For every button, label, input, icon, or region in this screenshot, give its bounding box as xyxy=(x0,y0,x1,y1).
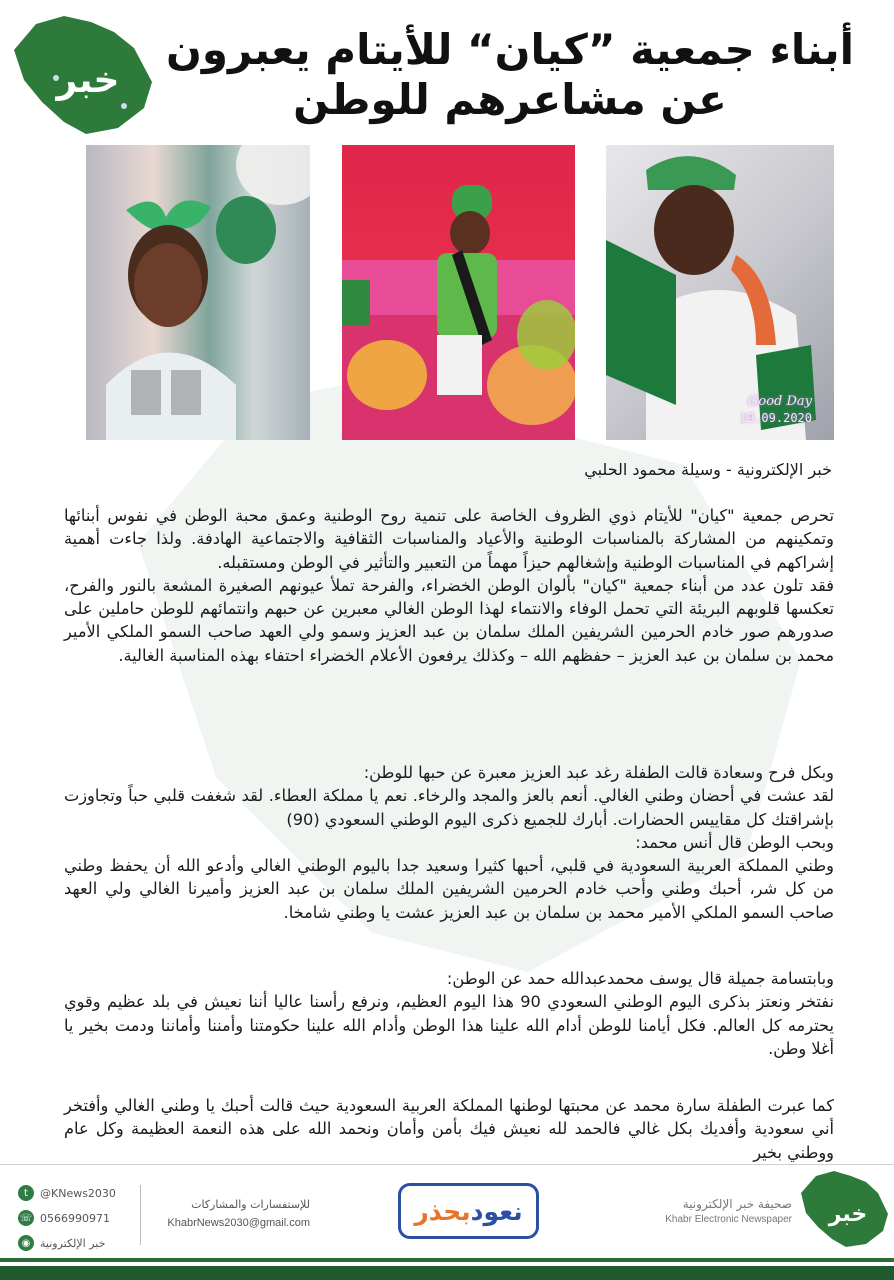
article-body-section-3 xyxy=(64,967,834,1060)
article-body-section-1 xyxy=(64,504,834,667)
stamp-text: Good Day xyxy=(747,394,812,409)
twitter-row[interactable] xyxy=(18,1182,116,1204)
photo-toddler-sash xyxy=(342,145,575,440)
badge-part-1: نعود xyxy=(470,1196,523,1226)
paragraph: وبكل فرح وسعادة قالت الطفلة رغد عبد العزيز معبرة عن حبها للوطن: xyxy=(363,763,834,782)
paragraph: فقد تلون عدد من أبناء جمعية "كيان" بألوان الوطن الخضراء، والفرحة تملأ عيونهم الصغيرة المشعة بالنور والفرح، تعكسها قلوبهم البريئة التي تحمل الوفاء والانتماء لهذا الوطن الغالي معبرين عن حبهم وانتمائهم للوطن حاملين على صدورهم صور خادم الحرمين الشريفين الملك سلمان بن عبد العزيز وسمو ولي العهد صاحب السمو الملكي الأمير محمد بن سلمان بن عبد العزيز – حفظهم الله – وكذلك يرفعون الأعلام الخضراء احتفاء بهذه المناسبة الغالية. xyxy=(64,575,834,665)
khabr-logo-footer xyxy=(796,1168,890,1248)
contact-email[interactable]: KhabrNews2030@gmail.com xyxy=(167,1217,310,1229)
footer-bar-top xyxy=(0,1258,894,1262)
paragraph: كما عبرت الطفلة سارة محمد عن محبتها لوطنها المملكة العربية السعودية حيث قالت أحبك يا وطني الغالي وأفتخر أني سعودية وأفديك بكل غالي فالحمد لله نعيش فيك بأمن وأمان ونحمد الله على هذه النعمة العظيمة وكل عام ووطني بخير xyxy=(64,1096,834,1162)
paragraph: لقد عشت في أحضان وطني الغالي. أنعم بالعز والمجد والرخاء. نعم يا مملكة العطاء. لقد شغفت قلبي حباً وتجاوزت بإشراقتك كل مقاييس الحضارات. أبارك للجميع ذكرى اليوم الوطني السعودي (90) xyxy=(64,786,834,829)
title-line-2: عن مشاعرهم للوطن xyxy=(293,75,727,124)
paragraph: وبحب الوطن قال أنس محمد: xyxy=(635,832,834,852)
campaign-badge xyxy=(398,1183,539,1239)
snapchat-icon: ◉ xyxy=(18,1235,34,1251)
article-body-section-4 xyxy=(64,1094,834,1164)
footer-paper-name xyxy=(632,1197,792,1225)
logo-text: خبر xyxy=(56,60,120,101)
footer-divider xyxy=(0,1164,894,1165)
footer-separator xyxy=(140,1185,141,1245)
khabr-logo xyxy=(6,10,156,135)
twitter-handle: @KNews2030 xyxy=(40,1186,116,1200)
footer-logo-text: خبر xyxy=(828,1202,868,1227)
whatsapp-number: 0566990971 xyxy=(40,1211,110,1225)
paper-name-ar: صحيفة خبر الإلكترونية xyxy=(682,1197,792,1211)
contact-label: للإستفسارات والمشاركات xyxy=(191,1198,310,1211)
whatsapp-row[interactable] xyxy=(18,1207,116,1229)
snapchat-handle: خبر الإلكترونية xyxy=(40,1236,106,1250)
photo-girl-green-bow xyxy=(86,145,310,440)
paragraph: تحرص جمعية "كيان" للأيتام ذوي الظروف الخاصة على تنمية روح الوطنية وعمق محبة الوطن في نفوس أبنائها وتمكينهم من المشاركة بالمناسبات الوطنية والأعياد والمناسبات الثقافية والاجتماعية الهادفة. ولذا جاءت أهمية إشراكهم في المناسبات الوطنية وإشغالهم حيزاً مهماً من التعبير والتأثير في الوطن ومستقبله. xyxy=(64,506,834,572)
paper-name-en: Khabr Electronic Newspaper xyxy=(665,1214,792,1225)
footer-social xyxy=(18,1182,116,1257)
paragraph: وبابتسامة جميلة قال يوسف محمدعبدالله حمد عن الوطن: xyxy=(446,969,834,988)
article-body-section-2 xyxy=(64,761,834,924)
snapchat-row[interactable] xyxy=(18,1232,116,1254)
paragraph: نفتخر ونعتز بذكرى اليوم الوطني السعودي 90 هذا اليوم العظيم، ونرفع رأسنا عاليا أننا نعيش في بلد عظيم وقوي يحترمه كل العالم. فكل أيامنا للوطن أدام الله علينا هذا الوطن وأدام الله علينا حكومتنا وأمننا وأماننا ودمت بخير يا أغلا وطن. xyxy=(64,992,834,1058)
photo-stamp xyxy=(740,394,812,426)
footer-bar-bottom xyxy=(0,1266,894,1280)
stamp-date: 19.09.2020 xyxy=(739,411,812,425)
twitter-icon: t xyxy=(18,1185,34,1201)
footer-contact xyxy=(160,1198,310,1229)
title-line-1: أبناء جمعية ”كيان“ للأيتام يعبرون xyxy=(165,25,855,74)
byline: خبر الإلكترونية - وسيلة محمود الحلبي xyxy=(584,460,832,479)
badge-part-2: بحذر xyxy=(414,1196,471,1226)
article-title xyxy=(160,25,860,125)
paragraph: وطني المملكة العربية السعودية في قلبي، أحبها كثيرا وسعيد جدا باليوم الوطني الغالي وأدعو الله أن يحفظ وطني من كل شر، أحبك وطني وأحب خادم الحرمين الشريفين الملك سلمان بن عبد العزيز وأميرنا الغالي ولي العهد صاحب السمو الملكي الأمير محمد بن سلمان بن عبد العزيز عشت يا وطني شامخا. xyxy=(64,856,834,922)
photo-boy-flag xyxy=(606,145,834,440)
whatsapp-icon: ☏ xyxy=(18,1210,34,1226)
